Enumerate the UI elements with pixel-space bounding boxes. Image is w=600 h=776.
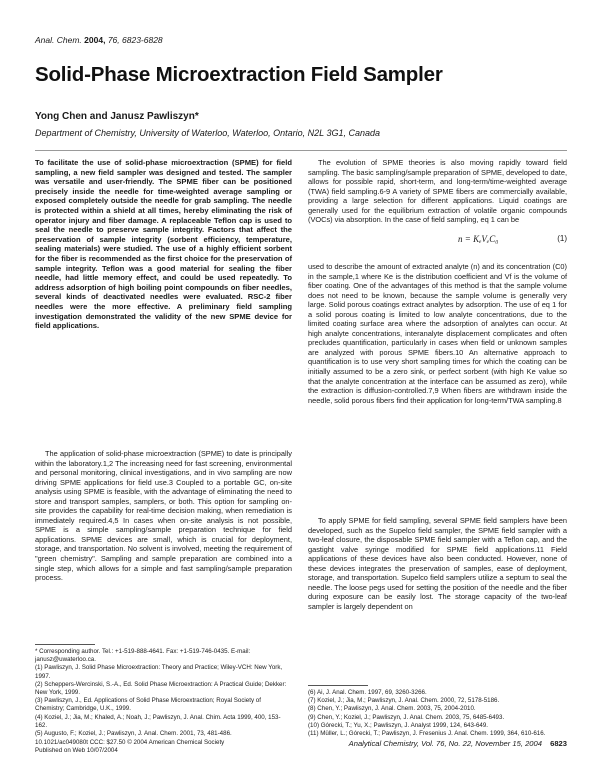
published-line: Published on Web 10/07/2004 bbox=[35, 747, 118, 754]
footnote-corresponding: * Corresponding author. Tel.: +1-519-888-4641. Fax: +1-519-746-0435. E-mail: janusz@uwaterloo.ca. bbox=[35, 648, 251, 664]
reference-item: (9) Chen, Y.; Koziel, J.; Pawliszyn, J. Anal. Chem. 2003, 75, 6485-6493. bbox=[308, 713, 505, 721]
journal-pages: 6823-6828 bbox=[122, 35, 163, 45]
equation-body: n = KₑVₑC₀ bbox=[458, 234, 499, 244]
authors: Yong Chen and Janusz Pawliszyn* bbox=[35, 111, 199, 122]
reference-item: (10) Górecki, T.; Yu, X.; Pawliszyn, J. Analyst 1999, 124, 643-649. bbox=[308, 721, 488, 729]
reference-item: (11) Müller, L.; Górecki, T.; Pawliszyn, J. Fresenius J. Anal. Chem. 1999, 364, 610-616. bbox=[308, 730, 546, 738]
reference-item: (5) Augusto, F.; Koziel, J.; Pawliszyn, J. Anal. Chem. 2001, 73, 481-486. bbox=[35, 730, 232, 738]
reference-item: (7) Koziel, J.; Jia, M.; Pawliszyn, J. Anal. Chem. 2000, 72, 5178-5186. bbox=[308, 697, 500, 705]
reference-item: (4) Koziel, J.; Jia, M.; Khaled, A.; Noah, J.; Pawliszyn, J. Anal. Chim. Acta 1999, 400, 153-162. bbox=[35, 713, 281, 729]
reference-item: (1) Pawliszyn, J. Solid Phase Microextraction: Theory and Practice; Wiley-VCH: New York, 1997. bbox=[35, 664, 283, 680]
affiliation: Department of Chemistry, University of Waterloo, Waterloo, Ontario, N2L 3G1, Canada bbox=[35, 128, 380, 138]
equation-1 bbox=[308, 234, 567, 248]
left-footnotes bbox=[35, 644, 292, 738]
introduction bbox=[35, 449, 292, 583]
header-divider bbox=[35, 150, 567, 151]
journal-name: Anal. Chem. bbox=[35, 35, 82, 45]
reference-divider bbox=[308, 685, 368, 686]
body-paragraph: The evolution of SPME theories is also moving rapidly toward field sampling. The basic sampling/sample preparation of SPME, developed to date, allows for possible rapid, short-term, and long-term/time-weighted average (TWA) field sampling.6-9 A variety of SPME fibers are commercially available, providing a large selection for different applications. Liquid coatings are generally used for the equilibrium extraction of volatile organic compounds (VOCs) via absorption. In the case of field sampling, eq 1 can be bbox=[308, 158, 567, 225]
paper-title: Solid-Phase Microextraction Field Sampler bbox=[35, 63, 443, 86]
reference-item: (2) Scheppers-Wercinski, S.-A., Ed. Solid Phase Microextraction: A Practical Guide; Dekker: New York, 1999. bbox=[35, 680, 287, 697]
doi-line: 10.1021/ac049080t CCC: $27.50 © 2004 American Chemical Society bbox=[35, 739, 225, 746]
intro-paragraph: The application of solid-phase microextraction (SPME) to date is principally within the laboratory.1,2 The increasing need for fast screening, environmental and personal monitoring, clinical investigations, and in vivo sampling are now driving SPME applications for field use.3 Coupled to a portable GC, on-site analysis using SPME is feasible, with the advantage of eliminating the need to store and transport samples, samplers, or both. This option for sampling on-site provides the capability for real-time decision making, when remediation is immediately required.4,5 In cases when on-site analysis is not possible, SPME is a simple sampling/sample preparation technique for field applications. SPME devices are small, which is crucial for deployment, storage, and transportation. No solvent is involved, meeting the requirement of "green chemistry". Sampling and sample preparation are combined into a single step, which allows for a simple and fast sampling/sample preparation process. bbox=[35, 449, 292, 583]
journal-issue-line: Analytical Chemistry, Vol. 76, No. 22, November 15, 2004 bbox=[348, 739, 542, 748]
reference-item: (6) Ai, J. Anal. Chem. 1997, 69, 3260-3266. bbox=[308, 689, 427, 696]
footer-left bbox=[35, 739, 224, 755]
abstract-text: To facilitate the use of solid-phase microextraction (SPME) for field sampling, a new field sampler was designed and tested. The sampler was versatile and user-friendly. The SPME fiber can be positioned precisely inside the needle for time-weighted average sampling or exposed completely outside the needle for grab sampling. The needle is protected within a shield at all times, hereby eliminating the risk of operator injury and fiber damage. A replaceable Teflon cap is used to seal the needle to preserve sample integrity. Factors that affect the preservation of sample integrity (sorbent efficiency, temperature, sealing materials) were studied. The use of a highly efficient sorbent for the fiber is recommended as the first choice for the preservation of sample integrity. Teflon was a good material for sealing the fiber needle, had little memory effect, and could be used repeatedly. To address adsorption of high boiling point compounds on fiber needles, several kinds of deactivated needles were evaluated. RSC-2 fiber needles were the more effective. A preliminary field sampling investigation demonstrated the validity of the new SPME device for field applications. bbox=[35, 158, 292, 331]
body-paragraph: used to describe the amount of extracted analyte (n) and its concentration (C0) in the sample,1 where Ke is the distribution coefficient and Vf is the volume of fiber coating. One of the advantages of this method is that the sample volume does not need to be known, because the sample volume is generally very large. Solid porous coatings extract analytes by adsorption. The use of eq 1 for a solid porous coating is limited to low analyte concentrations, due to the limited coating surface area where the adsorption of analytes can occur. At high analyte concentrations, interanalyte displacement complicates and often precludes quantification, particularly in cases when field or unknown samples are analyzed with porous SPME fibers.10 An alternative approach to quantification is to use very short sampling times for which the coating can be initially assumed to be a zero sink, or perfect sorbent (with high Ke value so that the analyte concentration at the interface can be assumed as zero), while the extraction is diffusion-controlled.7,9 When fibers are withdrawn inside the needle, solid porous fibers find their application for long-term/TWA sampling.8 bbox=[308, 262, 567, 405]
body-paragraph: To apply SPME for field sampling, several SPME field samplers have been developed, such as the Supelco field sampler, the SPME field sampler with a two-leaf closure, the disposable SPME field sampler with a Teflon cap, and the gastight valve syringe modified for SPME field applications.11 Field applications of these devices have also been conducted. However, none of these devices integrates the preservation of samples, ease of deployment, storage, and transportation. Supelco field samplers utilize a septum to seal the needle. The loose pegs used for setting the position of the needle and the fiber during exposure can be easily lost. The storage capacity of the two-leaf sampler is largely dependent on bbox=[308, 516, 567, 611]
journal-year: 2004, bbox=[84, 35, 106, 45]
right-column-top bbox=[308, 158, 567, 225]
reference-item: (3) Pawliszyn, J., Ed. Applications of Solid Phase Microextraction; Royal Society of Chemistry; Cambridge, U.K., 1999. bbox=[35, 697, 261, 713]
journal-volume: 76, bbox=[107, 35, 120, 45]
footnote-divider bbox=[35, 644, 95, 645]
right-column-lower bbox=[308, 516, 567, 611]
right-references bbox=[308, 685, 567, 738]
journal-reference bbox=[35, 35, 163, 45]
footer-right bbox=[308, 739, 567, 748]
right-column-middle bbox=[308, 262, 567, 405]
abstract bbox=[35, 158, 292, 331]
equation-number: (1) bbox=[557, 234, 567, 243]
reference-item: (8) Chen, Y.; Pawliszyn, J. Anal. Chem. 2003, 75, 2004-2010. bbox=[308, 705, 476, 713]
page-number: 6823 bbox=[550, 739, 567, 748]
